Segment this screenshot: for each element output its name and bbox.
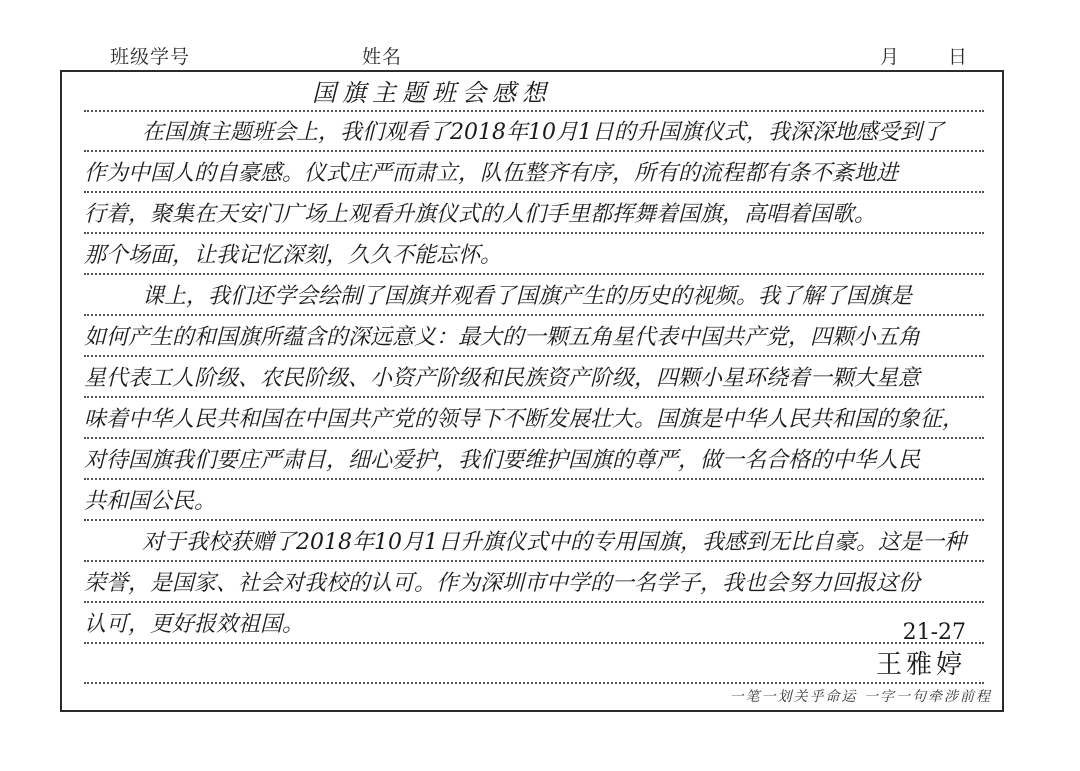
signature: 王雅婷 xyxy=(84,650,984,684)
essay-line: 荣誉，是国家、社会对我校的认可。作为深圳市中学的一名学子，我也会努力回报这份 xyxy=(84,569,984,603)
month-label: 月 xyxy=(880,46,901,68)
writing-sheet xyxy=(60,70,1004,712)
essay-line: 味着中华人民共和国在中国共产党的领导下不断发展壮大。国旗是中华人民共和国的象征， xyxy=(84,405,984,439)
day-label: 日 xyxy=(948,46,969,68)
essay-line: 共和国公民。 xyxy=(84,487,984,521)
essay-line: 如何产生的和国旗所蕴含的深远意义：最大的一颗五角星代表中国共产党，四颗小五角 xyxy=(84,323,984,357)
essay-title: 国旗主题班会感想 xyxy=(84,78,984,112)
essay-line: 对待国旗我们要庄严肃目，细心爱护，我们要维护国旗的尊严，做一名合格的中华人民 xyxy=(84,446,984,480)
essay-line: 对于我校获赠了2018年10月1日升旗仪式中的专用国旗，我感到无比自豪。这是一种 xyxy=(84,528,984,562)
essay-line: 在国旗主题班会上，我们观看了2018年10月1日的升国旗仪式，我深深地感受到了 xyxy=(84,118,984,152)
essay-line: 认可，更好报效祖国。 xyxy=(84,610,984,644)
essay-line: 那个场面，让我记忆深刻，久久不能忘怀。 xyxy=(84,241,984,275)
sheet-header xyxy=(0,0,1080,70)
class-id-label: 班级学号 xyxy=(110,46,191,68)
essay-line: 课上，我们还学会绘制了国旗并观看了国旗产生的历史的视频。我了解了国旗是 xyxy=(84,282,984,316)
essay-line: 星代表工人阶级、农民阶级、小资产阶级和民族资产阶级，四颗小星环绕着一颗大星意 xyxy=(84,364,984,398)
footer-motto: 一笔一划关乎命运 一字一句牵涉前程 xyxy=(729,689,992,705)
name-label: 姓名 xyxy=(362,46,403,68)
essay-line: 行着，聚集在天安门广场上观看升旗仪式的人们手里都挥舞着国旗，高唱着国歌。 xyxy=(84,200,984,234)
essay-line: 作为中国人的自豪感。仪式庄严而肃立，队伍整齐有序，所有的流程都有条不紊地进 xyxy=(84,159,984,193)
class-number: 21-27 xyxy=(902,620,966,645)
